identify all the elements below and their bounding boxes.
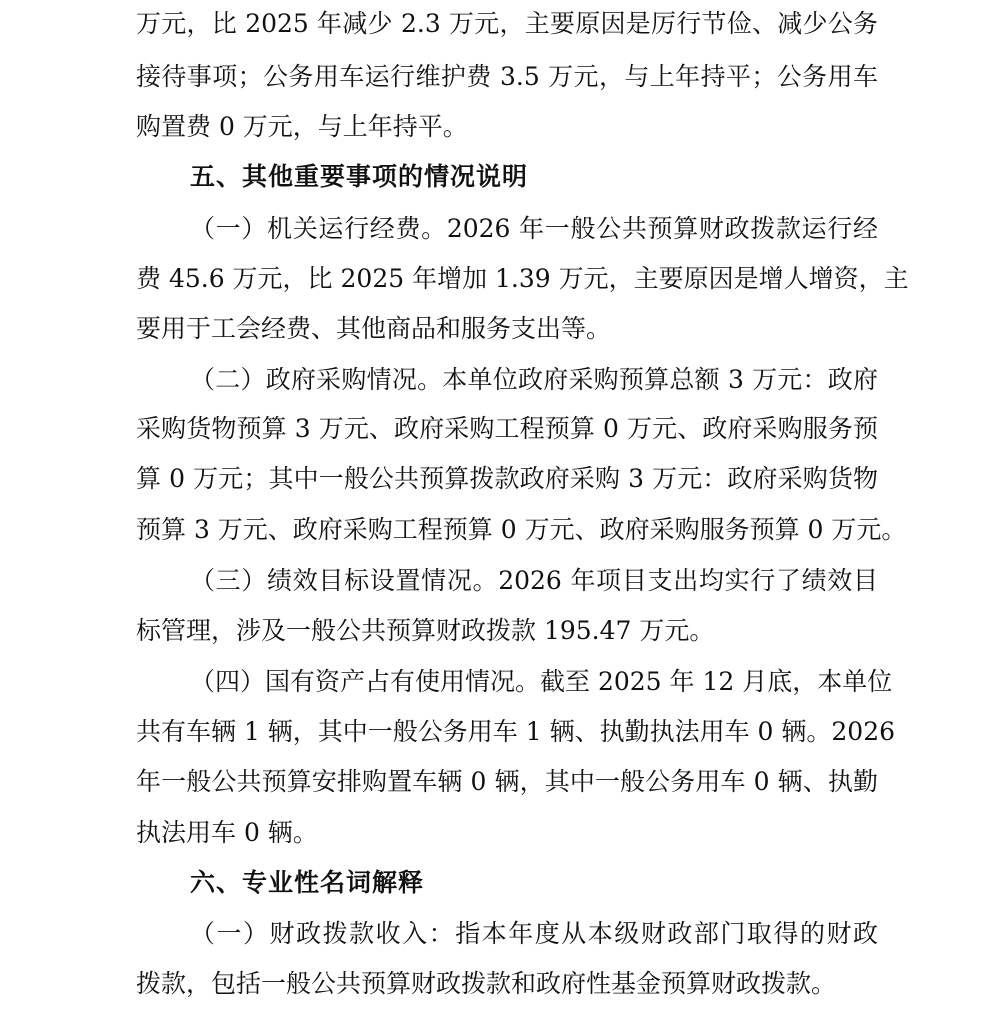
- paragraph-line: 标管理，涉及一般公共预算财政拨款 195.47 万元。: [136, 616, 715, 645]
- paragraph-line: 年一般公共预算安排购置车辆 0 辆，其中一般公务用车 0 辆、执勤: [136, 767, 878, 796]
- paragraph-line: （二）政府采购情况。本单位政府采购预算总额 3 万元：政府: [190, 365, 878, 394]
- paragraph-line: 要用于工会经费、其他商品和服务支出等。: [136, 314, 612, 343]
- paragraph-line: 执法用车 0 辆。: [136, 818, 318, 847]
- paragraph-line: 采购货物预算 3 万元、政府采购工程预算 0 万元、政府采购服务预: [136, 414, 878, 443]
- paragraph-line: 共有车辆 1 辆，其中一般公务用车 1 辆、执勤执法用车 0 辆。2026: [136, 717, 896, 746]
- paragraph-line: 预算 3 万元、政府采购工程预算 0 万元、政府采购服务预算 0 万元。: [136, 515, 907, 544]
- paragraph-line: 拨款，包括一般公共预算财政拨款和政府性基金预算财政拨款。: [136, 969, 837, 998]
- paragraph-line: （三）绩效目标设置情况。2026 年项目支出均实行了绩效目: [190, 566, 878, 595]
- paragraph-line: 费 45.6 万元，比 2025 年增加 1.39 万元，主要原因是增人增资，主: [136, 264, 909, 293]
- paragraph-line: （四）国有资产占有使用情况。截至 2025 年 12 月底，本单位: [190, 667, 893, 696]
- paragraph-line: 算 0 万元；其中一般公共预算拨款政府采购 3 万元：政府采购货物: [136, 464, 878, 493]
- paragraph-line: 万元，比 2025 年减少 2.3 万元，主要原因是厉行节俭、减少公务: [136, 9, 878, 38]
- paragraph-line: （一）财政拨款收入：指本年度从本级财政部门取得的财政: [190, 919, 878, 948]
- paragraph-line: 接待事项；公务用车运行维护费 3.5 万元，与上年持平；公务用车: [136, 62, 878, 91]
- section-heading-6: 六、专业性名词解释: [190, 868, 425, 897]
- paragraph-line: （一）机关运行经费。2026 年一般公共预算财政拨款运行经: [190, 214, 878, 243]
- paragraph-line: 购置费 0 万元，与上年持平。: [136, 112, 468, 141]
- section-heading-5: 五、其他重要事项的情况说明: [190, 162, 529, 191]
